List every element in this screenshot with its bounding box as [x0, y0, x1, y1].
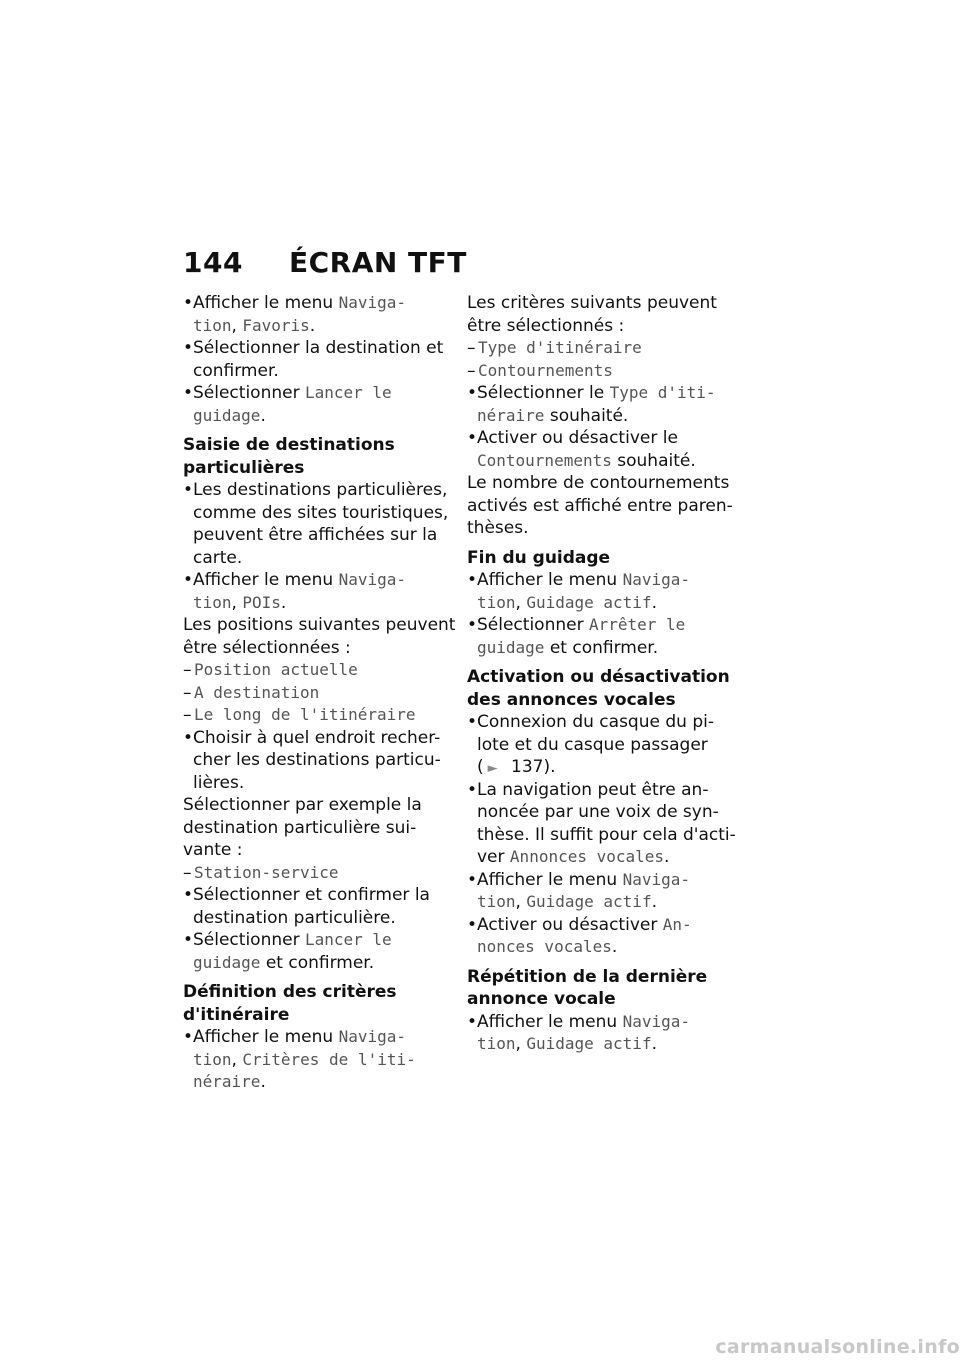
section-heading: Activation ou désactivation	[467, 667, 730, 687]
paragraph-line: Sélectionner par exemple la	[183, 795, 422, 815]
list-item-continued: ver Annonces vocales.	[477, 847, 670, 867]
paragraph-line: destination particulière sui-	[183, 817, 417, 838]
list-item-continued: noncée par une voix de syn-	[477, 802, 719, 822]
list-item: • Afficher le menu Naviga-	[183, 569, 455, 592]
paragraph-line: Les positions suivantes peuvent	[183, 615, 456, 635]
list-item-continued: cher les destinations particu-	[193, 750, 441, 770]
paragraph-line: Le nombre de contournements	[467, 473, 730, 493]
list-item-continued: guidage et confirmer.	[193, 952, 375, 973]
list-item-continued: guidage et confirmer.	[477, 637, 659, 658]
list-item-continued: tion, POIs.	[193, 592, 287, 613]
list-item: • Afficher le menu Naviga-	[183, 1026, 455, 1049]
list-item: • Sélectionner Arrêter le	[467, 614, 739, 637]
list-item-continued: thèse. Il suffit pour cela d'acti-	[477, 824, 736, 845]
list-item-continued: guidage.	[193, 405, 266, 426]
paragraph-line: vante :	[183, 840, 243, 860]
section-heading: Définition des critères	[183, 982, 397, 1002]
list-item-continued: nonces vocales.	[477, 937, 618, 957]
list-item: • Choisir à quel endroit recher-	[183, 727, 455, 750]
paragraph-line: activés est affiché entre paren-	[467, 495, 733, 516]
option-item: – Le long de l'itinéraire	[183, 704, 455, 727]
page-reference-arrow-icon: ►	[487, 761, 498, 776]
list-item-continued: tion, Guidage actif.	[477, 892, 657, 912]
list-item: • Sélectionner et confirmer la	[183, 884, 455, 907]
right-column	[467, 292, 739, 1056]
option-item: – Position actuelle	[183, 659, 455, 682]
site-watermark: carmanualsonline.info	[715, 1336, 960, 1358]
section-heading: Fin du guidage	[467, 547, 611, 568]
list-item-continued: tion, Favoris.	[193, 315, 316, 336]
option-item: – Station-service	[183, 862, 455, 885]
list-item: • La navigation peut être an-	[467, 779, 739, 802]
list-item-continued: destination particulière.	[193, 907, 396, 928]
list-item-continued: ( ► 137).	[467, 756, 739, 779]
list-item: • Sélectionner Lancer le	[183, 382, 455, 405]
page-number: 144	[183, 246, 243, 279]
list-item-continued: tion, Guidage actif.	[477, 1034, 657, 1054]
section-heading: Répétition de la dernière	[467, 966, 708, 987]
list-item: • Les destinations particulières,	[183, 479, 455, 502]
list-item-continued: Contournements souhaité.	[477, 450, 696, 471]
list-item: • Afficher le menu Naviga-	[467, 869, 739, 892]
paragraph-line: thèses.	[467, 518, 529, 538]
list-item-continued: néraire.	[193, 1072, 266, 1092]
list-item-continued: néraire souhaité.	[477, 405, 629, 426]
section-heading-continued: annonce vocale	[467, 989, 616, 1009]
list-item-continued: peuvent être affichées sur la	[193, 525, 438, 545]
list-item-continued: tion, Critères de l'iti-	[193, 1049, 416, 1070]
option-item: – A destination	[183, 682, 455, 705]
section-heading: Saisie de destinations	[183, 435, 395, 455]
paragraph-line: Les critères suivants peuvent	[467, 293, 717, 313]
paragraph-line: être sélectionnées :	[183, 637, 351, 658]
list-item-continued: confirmer.	[193, 360, 279, 381]
list-item: • Connexion du casque du pi-	[467, 711, 739, 734]
list-item: • Sélectionner le Type d'iti-	[467, 382, 739, 405]
page-header	[183, 246, 467, 279]
section-heading-continued: particulières	[183, 457, 305, 478]
list-item-continued: lières.	[193, 772, 245, 793]
section-heading-continued: d'itinéraire	[183, 1004, 290, 1025]
list-item: • Sélectionner la destination et	[183, 337, 455, 360]
list-item: • Afficher le menu Naviga-	[467, 1011, 739, 1034]
list-item-continued: carte.	[193, 547, 243, 568]
section-title: ÉCRAN TFT	[288, 246, 467, 279]
option-item: – Contournements	[467, 360, 739, 383]
option-item: – Type d'itinéraire	[467, 337, 739, 360]
list-item: • Sélectionner Lancer le	[183, 929, 455, 952]
left-column	[183, 292, 455, 1094]
list-item: • Afficher le menu Naviga-	[183, 292, 455, 315]
paragraph-line: être sélectionnés :	[467, 315, 625, 336]
list-item-continued: tion, Guidage actif.	[477, 592, 657, 613]
list-item: • Activer ou désactiver le	[467, 427, 739, 450]
list-item: • Activer ou désactiver An-	[467, 914, 739, 937]
list-item-continued: lote et du casque passager	[477, 734, 708, 755]
section-heading-continued: des annonces vocales	[467, 689, 676, 710]
list-item-continued: comme des sites touristiques,	[193, 502, 449, 523]
list-item: • Afficher le menu Naviga-	[467, 569, 739, 592]
